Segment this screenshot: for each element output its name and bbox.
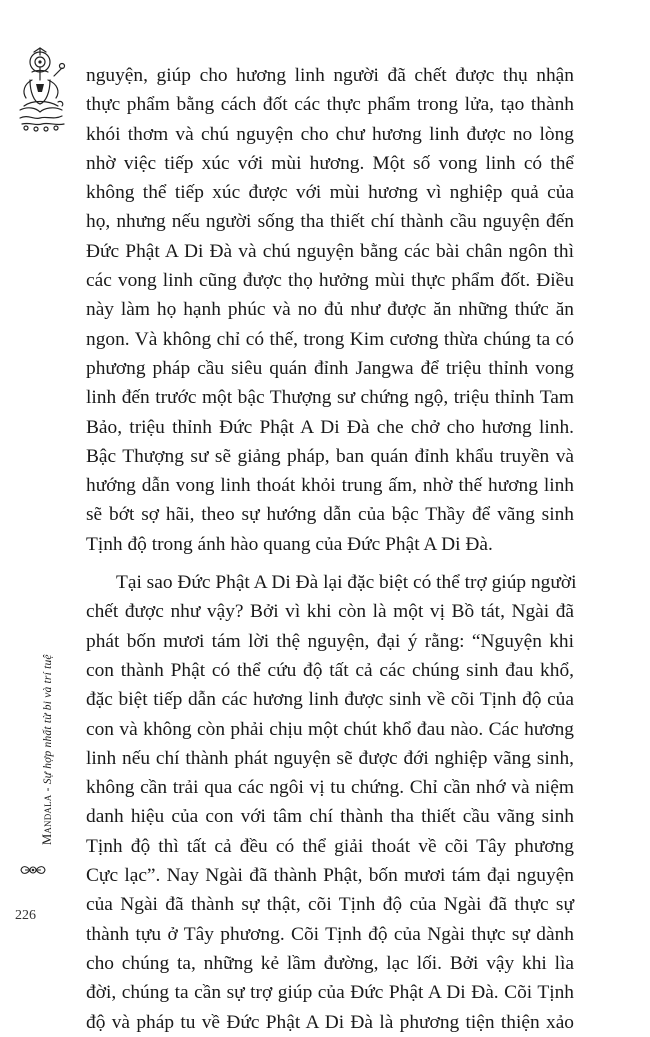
text-line: không cần trải qua các ngôi vị tu chứng. Chỉ cần nhớ và niệm [86,777,574,799]
text-line: Đức Phật A Di Đà và chú nguyện bằng các bài chân ngôn thì [86,240,574,262]
paragraph-gap [86,559,574,568]
text-line: không thể tiếp xúc được với mùi hương vì nghiệp quả của [86,182,574,204]
running-head-subtitle: Sự hợp nhất từ bi và trí tuệ [42,654,54,785]
text-line: danh hiệu của con với tâm chí thành tha thiết cầu vãng sinh [86,806,574,828]
text-line: Bậc Thượng sư sẽ giảng pháp, ban quán đỉnh khẩu truyền và [86,445,574,467]
text-line: Tịnh độ thì tất cả đều có thể giải thoát về cõi Tây phương [86,835,574,857]
text-line: sẽ bớt sợ hãi, theo sự hướng dẫn của bậc Thầy để vãng sinh [86,504,574,526]
text-line: Tịnh độ trong ánh hào quang của Đức Phật A Di Đà. [86,533,493,555]
paragraph-2 [86,568,577,1037]
paragraph-1 [86,61,574,559]
text-line: linh nếu chí thành phát nguyện sẽ được đới nghiệp vãng sinh, [86,747,574,769]
text-line: phương pháp cầu siêu quán đỉnh Jangwa để triệu thỉnh vong [86,357,574,379]
text-line: Bảo, triệu thỉnh Đức Phật A Di Đà che chở cho hương linh. [86,416,574,438]
text-line: nhờ việc tiếp xúc với mùi hương. Một số vong linh có thể [86,152,574,174]
vajra-ornament-icon [20,862,46,878]
deity-figure-icon [14,40,68,132]
text-line: phát bốn mươi tám lời thệ nguyện, đại ý rằng: “Nguyện khi [86,630,574,652]
text-line: họ, nhưng nếu người sống tha thiết chí thành cầu nguyện đến [86,211,574,233]
text-line: đời, chúng ta cần sự trợ giúp của Đức Phật A Di Đà. Cõi Tịnh [86,982,574,1004]
page-number: 226 [15,908,36,923]
text-line: ngon. Và không chỉ có thế, trong Kim cương thừa chúng ta có [86,328,574,350]
text-line: của Ngài đã thành sự thật, cõi Tịnh độ của Ngài đã thực sự [86,894,574,916]
text-line: thực phẩm bằng cách đốt các thực phẩm trong lửa, tạo thành [86,94,574,116]
text-line: linh đến trước một bậc Thượng sư chứng ngộ, triệu thỉnh Tam [86,387,574,409]
text-line: cho chúng ta, những kẻ lầm đường, lạc lối. Bởi vậy khi lìa [86,952,574,974]
text-line: Tại sao Đức Phật A Di Đà lại đặc biệt có thể trợ giúp người [116,572,577,594]
text-line: độ và pháp tu về Đức Phật A Di Đà là phương tiện thiện xảo [86,1011,574,1033]
text-line: hướng dẫn vong linh thoát khỏi trung ấm, nhờ thế hương linh [86,475,574,497]
text-line: nguyện, giúp cho hương linh người đã chết được thụ nhận [86,65,574,86]
text-line: các vong linh cũng được thọ hưởng mùi thực phẩm đốt. Điều [86,270,574,292]
text-line: chết được như vậy? Bởi vì khi còn là một vị Bồ tát, Ngài đã [86,601,574,623]
text-line: con thành Phật có thể cứu độ tất cả các chúng sinh đau khổ, [86,659,574,681]
text-line: thành tựu ở Tây phương. Cõi Tịnh độ của Ngài thực sự dành [86,923,574,945]
running-head [40,654,55,845]
body-text [86,61,577,1037]
text-line: con và không còn phải chịu một chút khổ đau nào. Các hương [86,718,574,740]
running-head-separator: - [42,784,54,795]
running-head-brand: Mandala [40,794,54,845]
text-line: này làm họ hạnh phúc và no đủ như được ăn những thức ăn [86,299,574,321]
text-line: Cực lạc”. Nay Ngài đã thành Phật, bốn mươi tám đại nguyện [86,865,574,887]
text-line: đặc biệt tiếp dẫn các hương linh được sinh về cõi Tịnh độ của [86,689,574,711]
text-line: khói thơm và chú nguyện cho chư hương linh được no lòng [86,123,574,145]
